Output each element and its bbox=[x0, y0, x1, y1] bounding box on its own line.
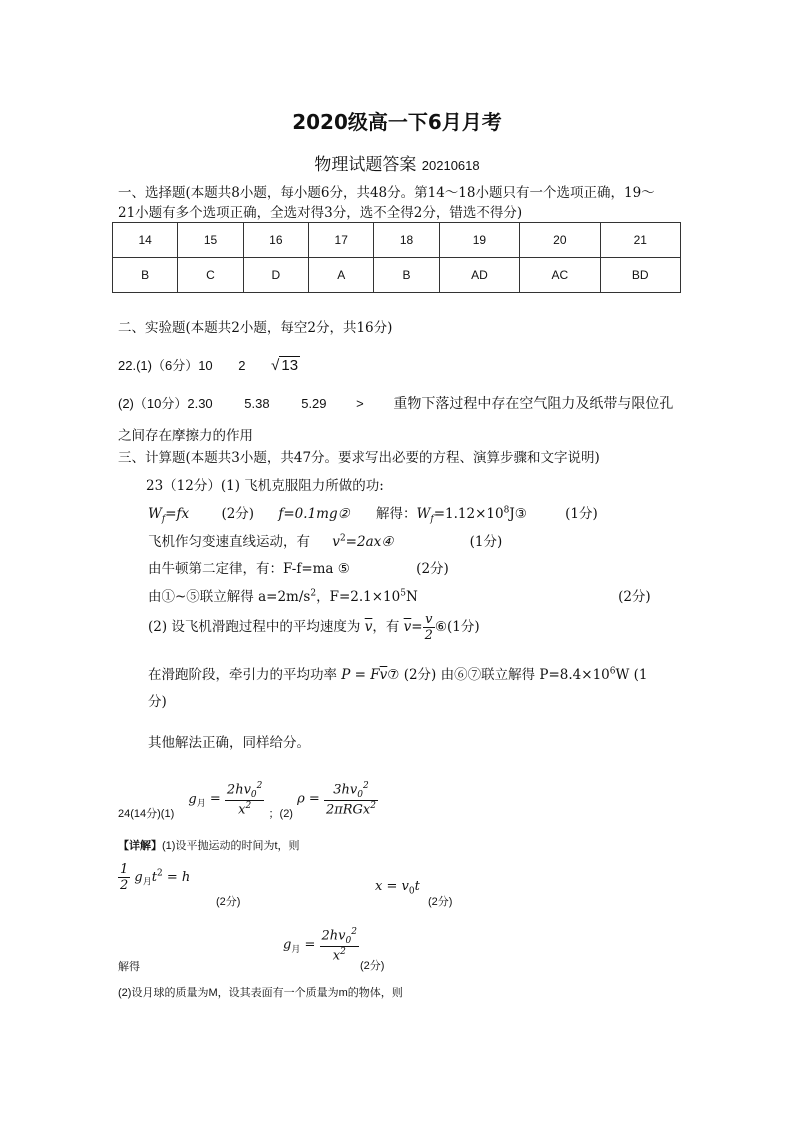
score-label: (2分) bbox=[216, 896, 241, 908]
solve-label: 解得 bbox=[118, 961, 140, 973]
table-cell: 21 bbox=[600, 223, 680, 258]
table-row-answers bbox=[113, 258, 681, 293]
q24-g-symbol: g bbox=[188, 791, 197, 807]
table-cell: BD bbox=[600, 258, 680, 293]
q22-part1 bbox=[118, 355, 300, 374]
eq-x: x = v bbox=[375, 879, 409, 894]
table-cell: C bbox=[178, 258, 243, 293]
score-label: (2分) bbox=[428, 896, 453, 908]
detail-text: (1)设平抛运动的时间为t，则 bbox=[162, 840, 300, 852]
q23-line-part2: (2) 设飞机滑跑过程中的平均速度为 $\overline{v}$，有 $\overline{v}=$ $\frac{v}{2}$ ⑥(1分) bbox=[148, 612, 480, 643]
section3-heading: 三、计算题(本题共3小题，共47分。要求写出必要的方程、演算步骤和文字说明) bbox=[118, 450, 600, 466]
detail-line bbox=[118, 837, 300, 853]
g-symbol: g bbox=[134, 870, 143, 885]
fraction-rho: $\frac{3hv_0^2}{2\pi RGx^2}$ bbox=[325, 781, 376, 818]
part2-text: (2)设月球的质量为M，设其表面有一个质量为m的物体，则 bbox=[118, 987, 403, 999]
q23-solve-label: 解得： bbox=[376, 506, 417, 522]
fraction-g: $\frac{2hv_0^2}{x^2}$ bbox=[226, 781, 263, 818]
table-cell: 14 bbox=[113, 223, 178, 258]
q23-w-sub: f bbox=[161, 514, 166, 525]
q22-2-reason-line2: 之间存在摩擦力的作用 bbox=[118, 428, 253, 444]
q23-combine-unit: N bbox=[405, 589, 418, 605]
table-cell: 19 bbox=[439, 223, 519, 258]
q22-2-value2: 5.38 bbox=[244, 396, 270, 411]
fraction-numerator: v bbox=[423, 612, 435, 628]
fraction-numerator: 1 bbox=[120, 862, 129, 877]
table-cell: 17 bbox=[309, 223, 374, 258]
q23-part2-pre: (2) 设飞机滑跑过程中的平均速度为 bbox=[148, 619, 361, 635]
v-bar-symbol: $\overline{v}$ bbox=[403, 619, 412, 635]
q22-part2 bbox=[118, 393, 673, 413]
q23-power-eq: P = F bbox=[341, 667, 380, 683]
q23-score: (2分) bbox=[618, 589, 651, 605]
q23-solve-unit: J③ bbox=[509, 506, 527, 522]
table-cell: B bbox=[113, 258, 178, 293]
q23-power-exp: 6 bbox=[609, 666, 616, 677]
table-cell: B bbox=[374, 258, 439, 293]
q23-line-power bbox=[148, 663, 648, 683]
fraction-denominator: x bbox=[238, 802, 246, 818]
q23-power-tail: 分) bbox=[148, 694, 167, 710]
q23-power-post: ⑦ (2分) 由⑥⑦联立解得 P=8.4×10 bbox=[387, 667, 610, 683]
table-row-questions bbox=[113, 223, 681, 258]
q23-score: (2分) bbox=[221, 506, 255, 522]
q23-combine-mid: ，F=2.1×10 bbox=[316, 589, 401, 605]
q24-g-sub: 月 bbox=[196, 799, 206, 810]
q23-line-work bbox=[148, 502, 598, 525]
page-title: 2020级高一下6月月考 bbox=[292, 110, 502, 134]
table-cell: 15 bbox=[178, 223, 243, 258]
section1-heading-line2: 21小题有多个选项正确，全选对得3分，选不全得2分，错选不得分) bbox=[118, 205, 523, 221]
q23-power-pre: 在滑跑阶段，牵引力的平均功率 bbox=[148, 667, 337, 683]
q23-line-newton bbox=[148, 557, 449, 577]
page-subtitle bbox=[0, 150, 794, 175]
q23-w-rhs: =fx bbox=[165, 506, 190, 522]
t-symbol: t bbox=[151, 870, 157, 885]
fraction-denominator: 2 bbox=[424, 628, 433, 643]
table-cell: 18 bbox=[374, 223, 439, 258]
g-sub: 月 bbox=[142, 877, 152, 888]
sqrt-radicand: 13 bbox=[281, 357, 299, 374]
table-cell: A bbox=[309, 258, 374, 293]
exam-code: 20210618 bbox=[421, 158, 480, 173]
fraction-denominator: 2πRGx bbox=[325, 802, 371, 818]
fraction-half bbox=[118, 862, 130, 893]
q24-prefix: 24(14分)(1) bbox=[118, 807, 175, 820]
q23-other-note: 其他解法正确，同样给分。 bbox=[148, 735, 310, 751]
q23-score: (1分) bbox=[565, 506, 598, 522]
q23-score: (2分) bbox=[416, 561, 449, 577]
fraction-numerator: 3hv bbox=[333, 782, 358, 798]
fraction-g: $\frac{2hv_0^2}{x^2}$ bbox=[321, 927, 357, 964]
q23-solve-rhs: =1.12×10 bbox=[433, 506, 504, 522]
q24-rho: ρ = bbox=[297, 791, 320, 807]
fraction-v-over-2 bbox=[423, 612, 435, 643]
q23-solve-w: W bbox=[416, 506, 431, 522]
table-cell: 20 bbox=[520, 223, 600, 258]
q22-2-prefix: (2)（10分）2.30 bbox=[118, 396, 213, 411]
q23-line-combine: 由①~⑤联立解得 $a=2m/s^2$，$F=2.1\times 10^5N$ (2分) bbox=[148, 588, 651, 605]
eq-x-v0t: $x = v_0t$ bbox=[375, 879, 420, 897]
q23-line-uniform: 飞机作匀变速直线运动，有 $v^2=2ax④$ (1分) bbox=[148, 533, 503, 550]
q22-2-reason: 重物下落过程中存在空气阻力及纸带与限位孔 bbox=[393, 395, 674, 411]
q23-w-sub: f bbox=[430, 514, 434, 525]
q24-separator: ；(2) bbox=[268, 807, 293, 820]
eq-x-t: t bbox=[414, 879, 420, 894]
fraction-denominator: x bbox=[332, 948, 341, 964]
sqrt-symbol: √ 13 bbox=[271, 357, 299, 374]
q23-v-rhs: =2ax④ bbox=[345, 534, 394, 550]
q22-2-value4: > bbox=[356, 396, 364, 411]
table-cell: AD bbox=[439, 258, 519, 293]
g-symbol: g bbox=[283, 937, 292, 953]
q23-w-symbol: W bbox=[148, 506, 162, 522]
q23-uniform-text: 飞机作匀变速直线运动，有 bbox=[148, 534, 310, 550]
fraction-numerator: 2hv bbox=[321, 928, 346, 944]
q23-newton-text: 由牛顿第二定律，有：F-f=ma ⑤ bbox=[148, 561, 350, 577]
q23-part2-mid: ，有 bbox=[372, 619, 400, 635]
v-bar-symbol: $\overline{v}$ bbox=[379, 667, 388, 683]
score-label: (2分) bbox=[360, 960, 385, 972]
fraction-numerator: 2hv bbox=[226, 782, 251, 798]
q23-f-eq: f=0.1mg② bbox=[278, 506, 350, 522]
q22-1-prefix: 22.(1)（6分）10 bbox=[118, 358, 213, 373]
table-cell: D bbox=[243, 258, 308, 293]
section2-heading: 二、实验题(本题共2小题，每空2分，共16分) bbox=[118, 320, 393, 336]
q23-part2-post: ⑥(1分) bbox=[434, 619, 480, 635]
q23-power-unit: W (1 bbox=[615, 667, 648, 683]
table-cell: AC bbox=[520, 258, 600, 293]
answer-table bbox=[112, 222, 681, 293]
subtitle-text: 物理试题答案 bbox=[314, 155, 417, 175]
q22-2-value3: 5.29 bbox=[301, 396, 327, 411]
detail-label: 【详解】 bbox=[118, 840, 162, 852]
q23-combine-pre: 由①~⑤联立解得 a=2m/s bbox=[148, 589, 311, 605]
fraction-denominator: 2 bbox=[120, 878, 129, 893]
q23-score: (1分) bbox=[469, 534, 503, 550]
eq-half-gt2: $\frac{1}{2}$ $g_月t^2 = h$ bbox=[120, 862, 191, 893]
q23-intro: 23（12分）(1) 飞机克服阻力所做的功: bbox=[146, 478, 384, 494]
table-cell: 16 bbox=[243, 223, 308, 258]
eq-h: = h bbox=[166, 870, 191, 885]
section1-heading-line1: 一、选择题(本题共8小题，每小题6分，共48分。第14～18小题只有一个选项正确，19～ bbox=[118, 185, 655, 201]
eq-g-result: $g_月$ = $\frac{2hv_0^2}{x^2}$ bbox=[283, 927, 357, 964]
v-bar-symbol: $\overline{v}$ bbox=[364, 619, 373, 635]
q22-1-value2: 2 bbox=[238, 358, 246, 373]
g-sub: 月 bbox=[291, 945, 301, 956]
q23-v: v bbox=[332, 534, 340, 550]
q24-answer-line: $_{24(14分)(1)}$ $g_月$ = $\frac{2hv_0^2}{x^2}$ $_{;(2)}$ ρ = $\frac{3hv_0^2}{2\pi RGx^2}$ bbox=[118, 781, 376, 820]
q23-solve-exp: 8 bbox=[503, 505, 510, 516]
